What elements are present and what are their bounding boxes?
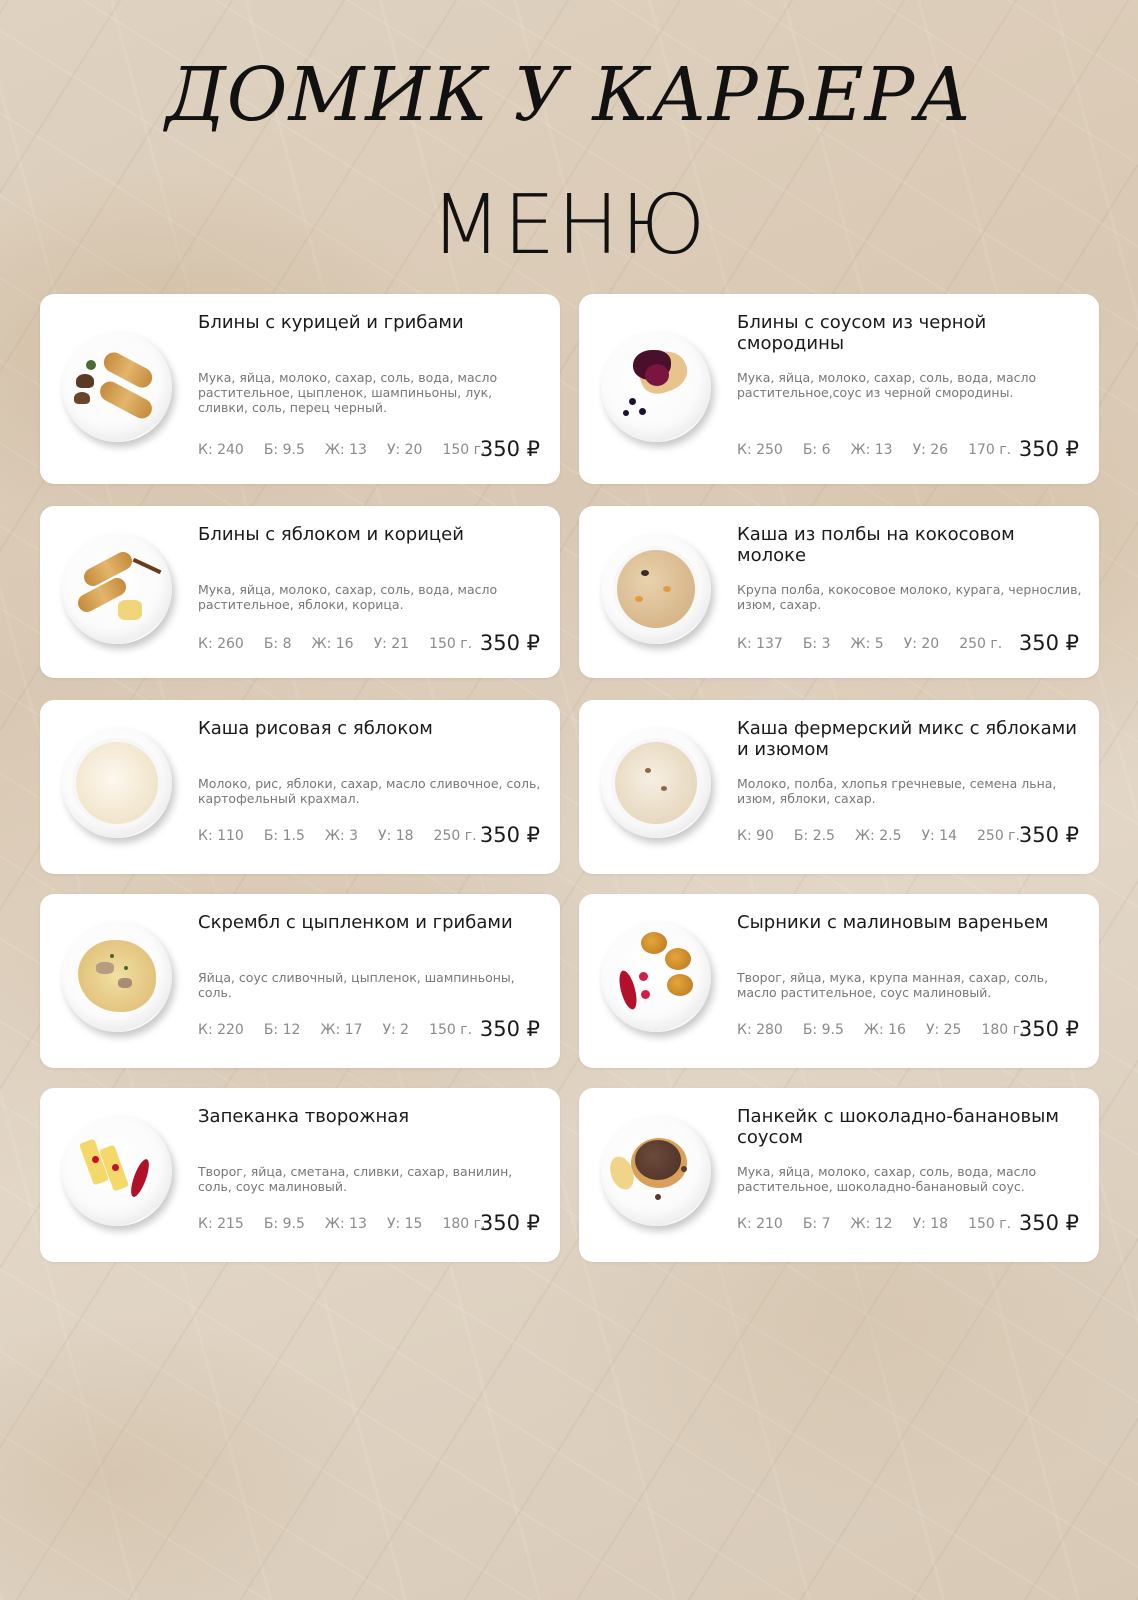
weight: 250 г. [977, 828, 1020, 844]
dish-ingredients: Творог, яйца, сметана, сливки, сахар, ванилин, соль, соус малиновый. [198, 1164, 513, 1194]
menu-item-card[interactable] [40, 506, 560, 678]
calories: К: 240 [198, 442, 244, 458]
dish-nutrition [737, 1216, 1031, 1232]
fats: Ж: 12 [850, 1216, 893, 1232]
calories: К: 220 [198, 1022, 244, 1038]
dish-nutrition [737, 636, 1022, 652]
weight: 170 г. [968, 442, 1012, 458]
fats: Ж: 13 [324, 442, 367, 458]
carbs: У: 18 [378, 828, 414, 844]
menu-item-card[interactable] [40, 294, 560, 484]
menu-heading: МЕНЮ [430, 178, 708, 273]
calories: К: 215 [198, 1216, 244, 1232]
dish-name: Блины с курицей и грибами [198, 312, 464, 333]
syrniki-raspberry-icon [601, 922, 711, 1032]
dish-price: 350 ₽ [1018, 1017, 1079, 1041]
dish-nutrition [737, 1022, 1044, 1038]
dish-ingredients: Молоко, рис, яблоки, сахар, масло сливочное, соль, картофельный крахмал. [198, 776, 541, 806]
dish-ingredients: Мука, яйца, молоко, сахар, соль, вода, масло растительное, шоколадно-банановый соус. [737, 1164, 1037, 1194]
weight: 180 г. [442, 1216, 486, 1232]
dish-price: 350 ₽ [479, 631, 540, 655]
dish-price: 350 ₽ [1018, 631, 1079, 655]
dish-name: Сырники с малиновым вареньем [737, 912, 1049, 933]
weight: 150 г. [429, 1022, 473, 1038]
fats: Ж: 16 [311, 636, 354, 652]
weight: 150 г. [442, 442, 486, 458]
dish-price: 350 ₽ [1018, 823, 1079, 847]
pancake-chocolate-banana-icon [601, 1116, 711, 1226]
dish-ingredients: Мука, яйца, молоко, сахар, соль, вода, масло растительное,соус из черной смородины. [737, 370, 1037, 400]
dish-name: Каша рисовая с яблоком [198, 718, 433, 739]
carbs: У: 26 [912, 442, 949, 458]
dish-name: Каша из полбы на кокосовом молоке [737, 524, 1015, 566]
rice-porridge-bowl-icon [62, 728, 172, 838]
menu-item-card[interactable] [40, 700, 560, 874]
carbs: У: 21 [373, 636, 410, 652]
dish-nutrition [198, 1216, 505, 1232]
proteins: Б: 8 [263, 636, 292, 652]
cottage-cheese-casserole-icon [62, 1116, 172, 1226]
carbs: У: 20 [903, 636, 940, 652]
proteins: Б: 9.5 [263, 1216, 305, 1232]
weight: 180 г. [981, 1022, 1025, 1038]
menu-item-card[interactable] [579, 1088, 1099, 1262]
dish-price: 350 ₽ [479, 437, 540, 461]
dish-price: 350 ₽ [479, 1017, 540, 1041]
proteins: Б: 9.5 [263, 442, 305, 458]
menu-item-card[interactable] [579, 894, 1099, 1068]
calories: К: 210 [737, 1216, 783, 1232]
calories: К: 260 [198, 636, 244, 652]
weight: 150 г. [429, 636, 473, 652]
fats: Ж: 13 [324, 1216, 367, 1232]
restaurant-title: ДОМИК У КАРЬЕРА [165, 52, 973, 138]
calories: К: 90 [737, 828, 774, 844]
fats: Ж: 3 [324, 828, 359, 844]
dish-name: Блины с соусом из черной смородины [737, 312, 987, 354]
dish-name: Каша фермерский микс с яблоками и изюмом [737, 718, 1077, 760]
proteins: Б: 2.5 [793, 828, 835, 844]
dish-ingredients: Творог, яйца, мука, крупа манная, сахар, соль, масло растительное, соус малиновый. [737, 970, 1049, 1000]
proteins: Б: 3 [802, 636, 831, 652]
fats: Ж: 17 [320, 1022, 363, 1038]
carbs: У: 20 [386, 442, 423, 458]
proteins: Б: 1.5 [263, 828, 305, 844]
fats: Ж: 2.5 [854, 828, 902, 844]
proteins: Б: 6 [802, 442, 831, 458]
pancake-rolls-apple-icon [62, 534, 172, 644]
dish-price: 350 ₽ [1018, 1211, 1079, 1235]
dish-price: 350 ₽ [479, 1211, 540, 1235]
dish-ingredients: Молоко, полба, хлопья гречневые, семена льна, изюм, яблоки, сахар. [737, 776, 1057, 806]
carbs: У: 14 [921, 828, 957, 844]
menu-item-card[interactable] [579, 700, 1099, 874]
carbs: У: 18 [912, 1216, 949, 1232]
farmer-mix-porridge-bowl-icon [601, 728, 711, 838]
dish-ingredients: Яйца, соус сливочный, цыпленок, шампиньоны, соль. [198, 970, 515, 1000]
fats: Ж: 13 [850, 442, 893, 458]
fats: Ж: 16 [863, 1022, 906, 1038]
weight: 150 г. [968, 1216, 1012, 1232]
pancakes-blackcurrant-icon [601, 332, 711, 442]
proteins: Б: 9.5 [802, 1022, 844, 1038]
spelt-porridge-bowl-icon [601, 534, 711, 644]
weight: 250 г. [433, 828, 477, 844]
dish-price: 350 ₽ [479, 823, 540, 847]
dish-nutrition [198, 442, 505, 458]
carbs: У: 2 [382, 1022, 410, 1038]
dish-name: Панкейк с шоколадно-банановым соусом [737, 1106, 1059, 1148]
menu-item-card[interactable] [579, 294, 1099, 484]
weight: 250 г. [959, 636, 1003, 652]
calories: К: 137 [737, 636, 783, 652]
dish-nutrition [737, 442, 1031, 458]
calories: К: 110 [198, 828, 244, 844]
dish-nutrition [198, 636, 492, 652]
dish-name: Скрембл с цыпленком и грибами [198, 912, 513, 933]
dish-nutrition [198, 1022, 492, 1038]
proteins: Б: 12 [263, 1022, 301, 1038]
dish-ingredients: Крупа полба, кокосовое молоко, курага, чернослив, изюм, сахар. [737, 582, 1082, 612]
dish-name: Блины с яблоком и корицей [198, 524, 464, 545]
menu-item-card[interactable] [579, 506, 1099, 678]
menu-item-card[interactable] [40, 894, 560, 1068]
calories: К: 280 [737, 1022, 783, 1038]
carbs: У: 25 [925, 1022, 962, 1038]
dish-nutrition [198, 828, 497, 844]
dish-nutrition [737, 828, 1040, 844]
calories: К: 250 [737, 442, 783, 458]
fats: Ж: 5 [850, 636, 884, 652]
scramble-plate-icon [62, 922, 172, 1032]
dish-ingredients: Мука, яйца, молоко, сахар, соль, вода, масло растительное, яблоки, корица. [198, 582, 498, 612]
carbs: У: 15 [386, 1216, 423, 1232]
dish-ingredients: Мука, яйца, молоко, сахар, соль, вода, масло растительное, цыпленок, шампиньоны, лук, сливки, соль, перец черный. [198, 370, 498, 415]
dish-price: 350 ₽ [1018, 437, 1079, 461]
proteins: Б: 7 [802, 1216, 831, 1232]
menu-item-card[interactable] [40, 1088, 560, 1262]
dish-name: Запеканка творожная [198, 1106, 410, 1127]
pancake-rolls-mushrooms-icon [62, 332, 172, 442]
